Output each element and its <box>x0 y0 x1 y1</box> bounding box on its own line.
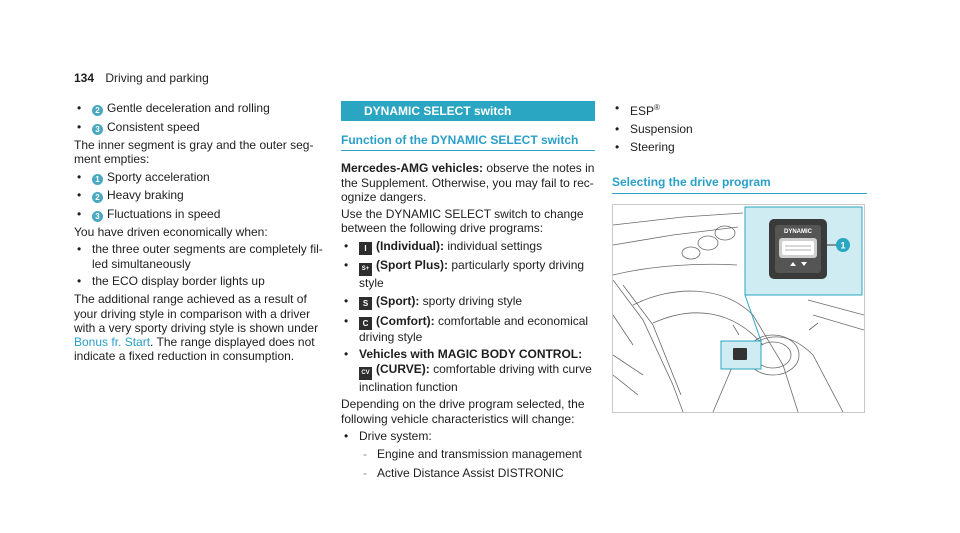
right-column <box>612 101 867 413</box>
mode-label: (CURVE): <box>376 361 430 376</box>
bonus-link[interactable]: Bonus fr. Start <box>74 335 151 350</box>
list-item: • Drive system: <box>341 429 595 443</box>
paragraph: The inner segment is gray and the outer segment empties: <box>74 138 314 167</box>
mode-desc: particularly sporty driving style <box>359 258 585 291</box>
list-item <box>74 170 324 185</box>
paragraph: Use the DYNAMIC SELECT switch to change between the following drive programs: <box>341 207 584 236</box>
list-item <box>74 207 324 222</box>
subsection-heading: Function of the DYNAMIC SELECT switch <box>341 133 595 151</box>
magic-body-title: Vehicles with MAGIC BODY CONTROL: <box>359 347 583 362</box>
mode-desc: sporty driving style <box>422 294 523 309</box>
page-number: 134 <box>74 71 95 85</box>
left-column <box>74 101 324 367</box>
list-item-text: Gentle deceleration and rolling <box>107 101 270 115</box>
list-item-text: Fluctuations in speed <box>107 206 221 221</box>
registered-mark: ® <box>654 103 660 112</box>
list-item <box>341 258 595 290</box>
list-item-text: Sporty acceleration <box>107 169 210 184</box>
list-item: • the ECO display border lights up <box>74 274 324 288</box>
list-item <box>612 101 867 118</box>
callout-number: 1 <box>840 240 846 251</box>
callout-number: 2 <box>92 192 103 203</box>
list-item: • the three outer segments are completely filled simultaneously <box>74 242 324 271</box>
subsection-heading: Selecting the drive program <box>612 175 867 193</box>
mode-label: (Sport Plus): <box>376 258 448 273</box>
sub-list-item: - Engine and transmission management <box>341 447 595 461</box>
callout-number: 3 <box>92 211 103 222</box>
middle-column <box>341 101 595 485</box>
page-header <box>74 71 209 85</box>
list-item <box>341 239 595 255</box>
list-item <box>341 347 595 394</box>
list-item <box>74 188 324 203</box>
spacer <box>612 157 867 175</box>
list-item: • Steering <box>612 140 867 154</box>
callout-number: 2 <box>92 105 103 116</box>
list-item-text: ESP <box>630 104 655 118</box>
paragraph-text: observe the notes in the Supplement. Otherwise, you may fail to recognize dangers. <box>341 161 595 204</box>
list-item-text: Consistent speed <box>107 119 200 134</box>
mode-desc: comfortable and economical driving style <box>359 313 589 344</box>
paragraph-text: . The range displayed does not indicate a fixed reduction in consumption. <box>74 335 315 364</box>
list-item <box>74 101 324 116</box>
page-section-title: Driving and parking <box>105 71 209 85</box>
callout-number: 3 <box>92 124 103 135</box>
list-item <box>341 314 595 344</box>
mode-desc: individual settings <box>447 238 543 253</box>
switch-label: DYNAMIC <box>784 228 812 235</box>
sport-plus-mode-icon: S+ <box>359 263 372 276</box>
paragraph <box>74 292 324 363</box>
list-item: • Suspension <box>612 122 867 136</box>
mode-label: (Comfort): <box>376 313 435 328</box>
list-item-text: Heavy braking <box>107 188 184 203</box>
mode-label: (Sport): <box>376 294 420 309</box>
curve-mode-icon: CV <box>359 367 372 380</box>
sport-mode-icon: S <box>359 297 372 310</box>
paragraph-bold: Mercedes-AMG vehicles: <box>341 161 484 176</box>
paragraph-text: The additional range achieved as a result of your driving style in comparison with a driver with a very sporty driving style is shown under <box>74 292 319 335</box>
center-console-figure <box>612 204 865 413</box>
individual-mode-icon: I <box>359 242 372 255</box>
list-item <box>74 120 324 135</box>
sub-list-item: - Active Distance Assist DISTRONIC <box>341 466 595 480</box>
callout-number: 1 <box>92 174 103 185</box>
section-title: DYNAMIC SELECT switch <box>341 101 595 121</box>
paragraph: You have driven economically when: <box>74 225 268 240</box>
comfort-mode-icon: C <box>359 317 372 330</box>
paragraph <box>341 161 595 204</box>
mode-desc: comfortable driving with curve inclination function <box>359 361 592 394</box>
paragraph: Depending on the drive program selected, the following vehicle characteristics will change: <box>341 397 585 426</box>
center-console-illustration <box>613 205 864 412</box>
list-item <box>341 294 595 310</box>
mode-label: (Individual): <box>376 238 444 253</box>
